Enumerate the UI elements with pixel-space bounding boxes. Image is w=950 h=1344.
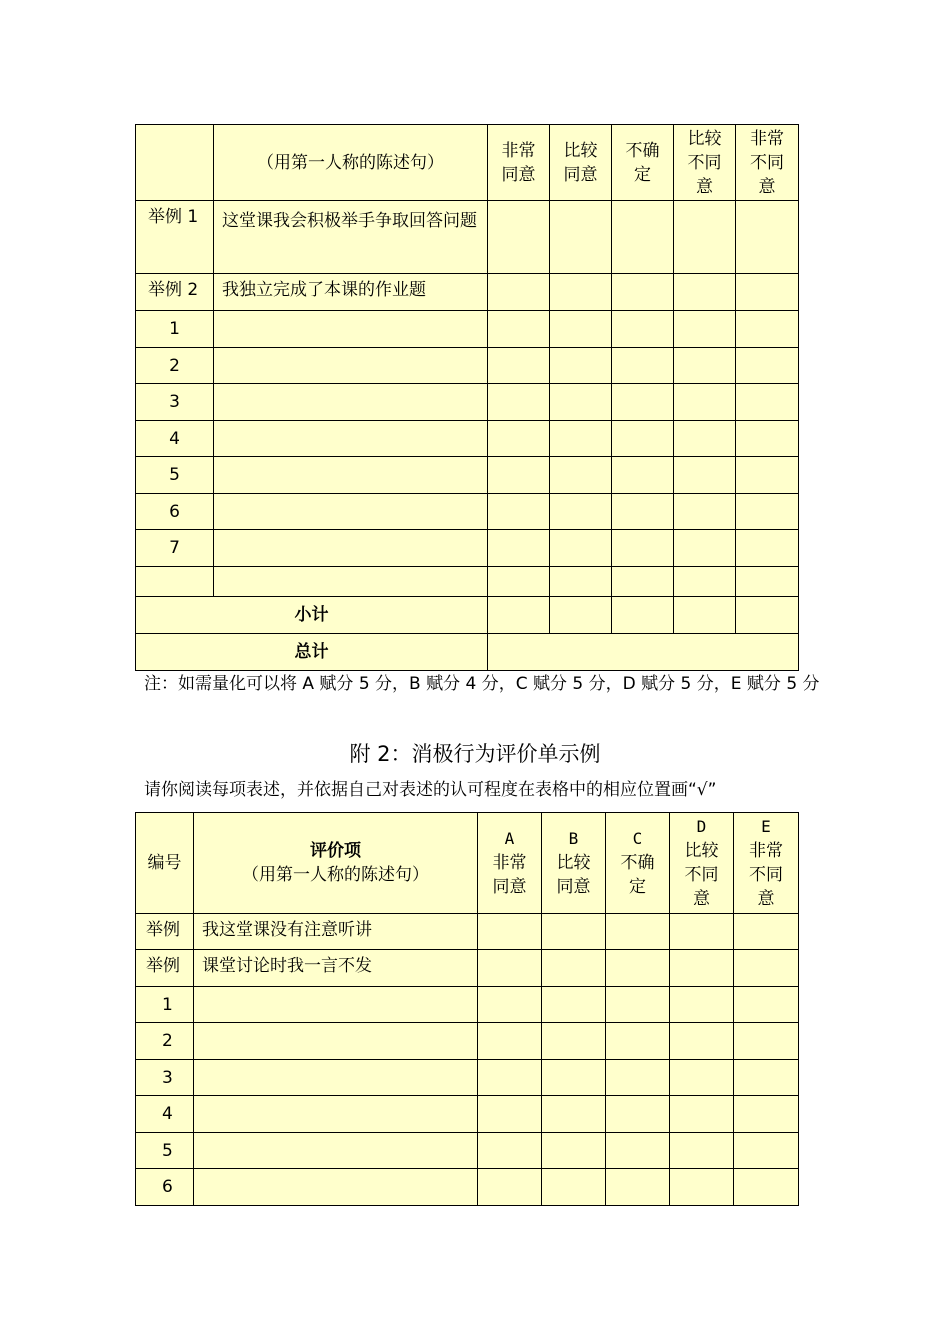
row-number: 1 (136, 311, 214, 348)
table1-header-strongly-agree: 非常 同意 (488, 125, 550, 201)
rating-cell[interactable] (736, 494, 799, 530)
rating-cell[interactable] (736, 348, 799, 384)
rating-cell[interactable] (734, 987, 799, 1023)
rating-cell[interactable] (478, 1096, 542, 1133)
rating-cell[interactable] (550, 384, 612, 421)
table2-header-option-e: E 非常 不同 意 (734, 813, 799, 914)
rating-cell[interactable] (542, 950, 606, 987)
rating-cell[interactable] (734, 1023, 799, 1060)
rating-cell[interactable] (606, 1169, 670, 1206)
rating-cell[interactable] (670, 950, 734, 987)
rating-cell[interactable] (542, 914, 606, 950)
table1-example-row (136, 274, 799, 311)
rating-cell[interactable] (670, 1133, 734, 1169)
statement-cell[interactable] (194, 987, 478, 1023)
row-number: 3 (136, 384, 214, 421)
rating-cell[interactable] (612, 311, 674, 348)
rating-cell[interactable] (606, 914, 670, 950)
statement-cell[interactable] (194, 1133, 478, 1169)
subtotal-cell[interactable] (674, 597, 736, 634)
rating-cell[interactable] (734, 1060, 799, 1096)
rating-cell[interactable] (612, 494, 674, 530)
rating-cell[interactable] (488, 384, 550, 421)
example-label: 举例 1 (136, 201, 214, 274)
statement-cell[interactable] (214, 530, 488, 567)
rating-cell[interactable] (736, 457, 799, 494)
example-statement: 我独立完成了本课的作业题 (214, 274, 488, 311)
rating-cell[interactable] (606, 987, 670, 1023)
table1-row (136, 494, 799, 530)
example-statement: 这堂课我会积极举手争取回答问题 (214, 201, 488, 274)
row-number: 4 (136, 421, 214, 457)
rating-cell[interactable] (550, 348, 612, 384)
table2-header-option-d: D 比较 不同 意 (670, 813, 734, 914)
rating-cell[interactable] (736, 201, 799, 274)
row-number: 4 (136, 1096, 194, 1133)
rating-cell[interactable] (734, 950, 799, 987)
rating-cell[interactable] (550, 567, 612, 597)
rating-cell[interactable] (606, 1096, 670, 1133)
rating-cell[interactable] (612, 274, 674, 311)
table1-example-row (136, 201, 799, 274)
rating-cell[interactable] (478, 1023, 542, 1060)
subtotal-cell[interactable] (488, 597, 550, 634)
rating-cell[interactable] (674, 311, 736, 348)
rating-cell[interactable] (736, 530, 799, 567)
statement-cell[interactable] (194, 1096, 478, 1133)
subtotal-cell[interactable] (550, 597, 612, 634)
rating-cell[interactable] (674, 421, 736, 457)
subtotal-cell[interactable] (612, 597, 674, 634)
total-label: 总计 (136, 634, 488, 671)
example-statement: 我这堂课没有注意听讲 (194, 914, 478, 950)
example-label: 举例 2 (136, 274, 214, 311)
rating-cell[interactable] (478, 987, 542, 1023)
rating-cell[interactable] (478, 914, 542, 950)
rating-cell[interactable] (542, 1096, 606, 1133)
rating-cell[interactable] (612, 567, 674, 597)
rating-cell[interactable] (550, 421, 612, 457)
scoring-note: 注：如需量化可以将 A 赋分 5 分，B 赋分 4 分，C 赋分 5 分，D 赋分 5 分，E 赋分 5 分 (144, 674, 820, 694)
table1-header-strongly-disagree: 非常 不同 意 (736, 125, 799, 201)
row-number: 1 (136, 987, 194, 1023)
rating-cell[interactable] (612, 457, 674, 494)
example-label: 举例 (136, 950, 194, 987)
table1-header-agree: 比较 同意 (550, 125, 612, 201)
example-statement: 课堂讨论时我一言不发 (194, 950, 478, 987)
table2-row (136, 987, 799, 1023)
rating-cell[interactable] (674, 384, 736, 421)
rating-cell[interactable] (670, 1169, 734, 1206)
rating-cell[interactable] (734, 1096, 799, 1133)
table1-header-disagree: 比较 不同 意 (674, 125, 736, 201)
table1-row (136, 457, 799, 494)
table1-header-uncertain: 不确 定 (612, 125, 674, 201)
table2-header-option-c: C 不确 定 (606, 813, 670, 914)
subtotal-label: 小计 (136, 597, 488, 634)
rating-cell[interactable] (674, 201, 736, 274)
table1-header-row (136, 125, 799, 201)
table2-example-row (136, 914, 799, 950)
rating-cell[interactable] (736, 274, 799, 311)
table2-header-statement: 评价项 （用第一人称的陈述句） (194, 813, 478, 914)
statement-cell[interactable] (194, 1023, 478, 1060)
rating-cell[interactable] (542, 1060, 606, 1096)
table1-row (136, 530, 799, 567)
table2-header-option-b: B 比较 同意 (542, 813, 606, 914)
statement-cell[interactable] (214, 348, 488, 384)
rating-cell[interactable] (550, 530, 612, 567)
table1-row (136, 311, 799, 348)
rating-cell[interactable] (734, 1133, 799, 1169)
rating-cell[interactable] (734, 1169, 799, 1206)
statement-cell[interactable] (214, 457, 488, 494)
rating-cell[interactable] (674, 457, 736, 494)
rating-cell[interactable] (606, 950, 670, 987)
appendix2-title: 附 2：消极行为评价单示例 (349, 742, 601, 766)
rating-cell[interactable] (542, 987, 606, 1023)
table1-subtotal-row (136, 597, 799, 634)
rating-cell[interactable] (612, 348, 674, 384)
rating-cell[interactable] (488, 274, 550, 311)
positive-behavior-table (135, 124, 799, 671)
table1-header-statement: （用第一人称的陈述句） (214, 125, 488, 201)
rating-cell[interactable] (612, 201, 674, 274)
rating-cell[interactable] (542, 1023, 606, 1060)
rating-cell[interactable] (606, 1133, 670, 1169)
table2-row (136, 1169, 799, 1206)
rating-cell[interactable] (674, 348, 736, 384)
rating-cell[interactable] (674, 494, 736, 530)
row-number: 3 (136, 1060, 194, 1096)
table2-header-row (136, 813, 799, 914)
rating-cell[interactable] (542, 1133, 606, 1169)
rating-cell[interactable] (478, 950, 542, 987)
row-number: 7 (136, 530, 214, 567)
row-number: 6 (136, 494, 214, 530)
table1-header-number (136, 125, 214, 201)
table2-header-number: 编号 (136, 813, 194, 914)
rating-cell[interactable] (734, 914, 799, 950)
rating-cell[interactable] (736, 421, 799, 457)
row-number: 2 (136, 1023, 194, 1060)
rating-cell[interactable] (606, 1023, 670, 1060)
rating-cell[interactable] (478, 1169, 542, 1206)
rating-cell[interactable] (488, 421, 550, 457)
rating-cell[interactable] (674, 274, 736, 311)
rating-cell[interactable] (488, 348, 550, 384)
row-number (136, 567, 214, 597)
row-number: 5 (136, 1133, 194, 1169)
rating-cell[interactable] (674, 530, 736, 567)
rating-cell[interactable] (488, 201, 550, 274)
rating-cell[interactable] (488, 530, 550, 567)
rating-cell[interactable] (478, 1133, 542, 1169)
rating-cell[interactable] (550, 274, 612, 311)
table1-row (136, 348, 799, 384)
appendix2-instruction: 请你阅读每项表述，并依据自己对表述的认可程度在表格中的相应位置画“√” (144, 780, 717, 800)
rating-cell[interactable] (488, 567, 550, 597)
rating-cell[interactable] (488, 494, 550, 530)
row-number: 2 (136, 348, 214, 384)
table1-total-row (136, 634, 799, 671)
rating-cell[interactable] (550, 457, 612, 494)
statement-cell[interactable] (214, 421, 488, 457)
rating-cell[interactable] (670, 1060, 734, 1096)
statement-cell[interactable] (214, 494, 488, 530)
rating-cell[interactable] (736, 311, 799, 348)
row-number: 5 (136, 457, 214, 494)
rating-cell[interactable] (670, 914, 734, 950)
table1-row (136, 421, 799, 457)
statement-cell[interactable] (194, 1060, 478, 1096)
table1-row (136, 567, 799, 597)
table2-example-row (136, 950, 799, 987)
example-label: 举例 (136, 914, 194, 950)
rating-cell[interactable] (674, 567, 736, 597)
rating-cell[interactable] (550, 311, 612, 348)
rating-cell[interactable] (542, 1169, 606, 1206)
rating-cell[interactable] (488, 457, 550, 494)
table2-row (136, 1060, 799, 1096)
negative-behavior-table (135, 812, 799, 1206)
rating-cell[interactable] (736, 384, 799, 421)
table2-header-option-a: A 非常 同意 (478, 813, 542, 914)
rating-cell[interactable] (612, 421, 674, 457)
rating-cell[interactable] (670, 1023, 734, 1060)
statement-cell[interactable] (214, 311, 488, 348)
total-cell[interactable] (488, 634, 799, 671)
table2-row (136, 1023, 799, 1060)
rating-cell[interactable] (670, 987, 734, 1023)
statement-cell[interactable] (214, 567, 488, 597)
rating-cell[interactable] (670, 1096, 734, 1133)
statement-cell[interactable] (214, 384, 488, 421)
table1-row (136, 384, 799, 421)
rating-cell[interactable] (478, 1060, 542, 1096)
rating-cell[interactable] (606, 1060, 670, 1096)
row-number: 6 (136, 1169, 194, 1206)
table2-row (136, 1133, 799, 1169)
rating-cell[interactable] (612, 384, 674, 421)
rating-cell[interactable] (488, 311, 550, 348)
rating-cell[interactable] (550, 201, 612, 274)
rating-cell[interactable] (550, 494, 612, 530)
table2-row (136, 1096, 799, 1133)
rating-cell[interactable] (612, 530, 674, 567)
statement-cell[interactable] (194, 1169, 478, 1206)
subtotal-cell[interactable] (736, 597, 799, 634)
rating-cell[interactable] (736, 567, 799, 597)
